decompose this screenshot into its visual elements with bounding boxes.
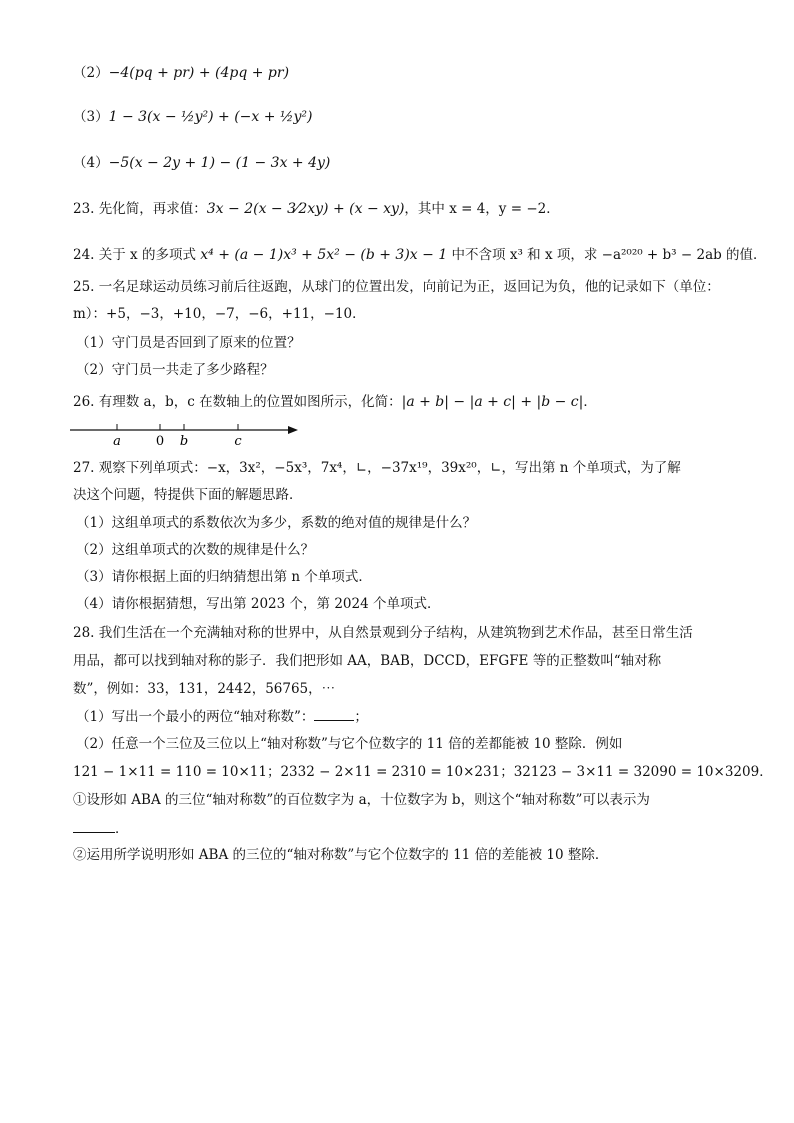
problem-28-examples: 121 − 1×11 = 110 = 10×11；2332 − 2×11 = 2310 = 10×231；32123 − 3×11 = 32090 = 10×3209． bbox=[73, 764, 773, 780]
problem-25-part-1: （1）守门员是否回到了原来的位置？ bbox=[76, 335, 301, 351]
problem-28-line-2: 用品，都可以找到轴对称的影子．我们把形如 AA，BAB，DCCD，EFGFE 等的正整数叫“轴对称 bbox=[73, 653, 662, 669]
question-tail: ． bbox=[583, 394, 597, 410]
expression: |a + b| − |a + c| + |b − c| bbox=[401, 394, 584, 410]
problem-27-line-1: 27. 观察下列单项式：−x，3x²，−5x³，7x⁴，∟，−37x¹⁹，39x²⁰，∟，写出第 n 个单项式，为了解 bbox=[73, 460, 681, 476]
number-line-svg bbox=[70, 420, 310, 450]
answer-blank[interactable] bbox=[314, 706, 354, 721]
expression: −4(pq + pr) + (4pq + pr) bbox=[108, 65, 290, 81]
problem-27-part-3: （3）请你根据上面的归纳猜想出第 n 个单项式． bbox=[76, 569, 372, 585]
expression: 1 − 3(x − ½y²) + (−x + ½y²) bbox=[108, 109, 313, 125]
axis-arrow bbox=[288, 426, 298, 434]
problem-28-subpart-2: ②运用所学说明形如 ABA 的三位的“轴对称数”与它个位数字的 11 倍的差能被 10 整除． bbox=[73, 847, 609, 863]
problem-28-line-1: 28. 我们生活在一个充满轴对称的世界中，从自然景观到分子结构，从建筑物到艺术作品，甚至日常生活 bbox=[73, 625, 693, 641]
problem-27-part-1: （1）这组单项式的系数依次为多少，系数的绝对值的规律是什么？ bbox=[76, 515, 477, 531]
question-tail: 中不含项 x³ 和 x 项，求 −a²⁰²⁰ + b³ − 2ab 的值． bbox=[447, 247, 767, 263]
part-text: （1）写出一个最小的两位“轴对称数”： bbox=[76, 709, 315, 725]
problem-22-part-4 bbox=[73, 153, 734, 173]
problem-22-part-3 bbox=[73, 107, 734, 127]
question-text: 26. 有理数 a，b，c 在数轴上的位置如图所示，化简： bbox=[73, 394, 402, 410]
problem-25-line-2: m）：+5，−3，+10，−7，−6，+11，−10． bbox=[73, 306, 366, 322]
problem-25-part-2: （2）守门员一共走了多少路程？ bbox=[76, 362, 274, 378]
part-label: （2） bbox=[73, 65, 109, 81]
label-a: a bbox=[113, 434, 121, 449]
problem-28-subpart-1: ①设形如 ABA 的三位“轴对称数”的百位数字为 a，十位数字为 b，则这个“轴对称数”可以表示为 bbox=[73, 792, 650, 808]
problem-25-line-1: 25. 一名足球运动员练习前后往返跑，从球门的位置出发，向前记为正，返回记为负，他的记录如下（单位： bbox=[73, 279, 720, 295]
problem-28-part-2: （2）任意一个三位及三位以上“轴对称数”与它个位数字的 11 倍的差都能被 10 整除．例如 bbox=[76, 736, 623, 752]
expression: x⁴ + (a − 1)x³ + 5x² − (b + 3)x − 1 bbox=[200, 247, 448, 263]
problem-26 bbox=[73, 392, 734, 412]
part-label: （3） bbox=[73, 109, 109, 125]
label-c: c bbox=[234, 434, 242, 449]
problem-28-part-1 bbox=[76, 706, 734, 727]
question-text: 23. 先化简，再求值： bbox=[73, 201, 207, 217]
problem-23 bbox=[73, 199, 734, 219]
problem-22-part-2 bbox=[73, 63, 734, 83]
label-0: 0 bbox=[155, 434, 165, 449]
label-b: b bbox=[179, 434, 189, 449]
problem-24 bbox=[73, 245, 767, 265]
problem-28-subpart-1-blank bbox=[73, 818, 734, 839]
number-line-figure bbox=[70, 420, 310, 450]
problem-27-part-2: （2）这组单项式的次数的规律是什么？ bbox=[76, 542, 315, 558]
problem-27-line-2: 决这个问题，特提供下面的解题思路． bbox=[73, 487, 303, 503]
problem-28-line-3: 数”，例如：33，131，2442，56765，⋯ bbox=[73, 681, 336, 697]
expression: −5(x − 2y + 1) − (1 − 3x + 4y) bbox=[108, 155, 331, 171]
part-tail: ． bbox=[115, 821, 129, 837]
expression: 3x − 2(x − 3⁄2xy) + (x − xy) bbox=[206, 201, 405, 217]
answer-blank[interactable] bbox=[73, 818, 115, 833]
question-tail: ，其中 x = 4，y = −2． bbox=[404, 201, 560, 217]
problem-27-part-4: （4）请你根据猜想，写出第 2023 个，第 2024 个单项式． bbox=[76, 596, 441, 612]
question-text: 24. 关于 x 的多项式 bbox=[73, 247, 201, 263]
part-tail: ； bbox=[354, 709, 368, 725]
part-label: （4） bbox=[73, 155, 109, 171]
